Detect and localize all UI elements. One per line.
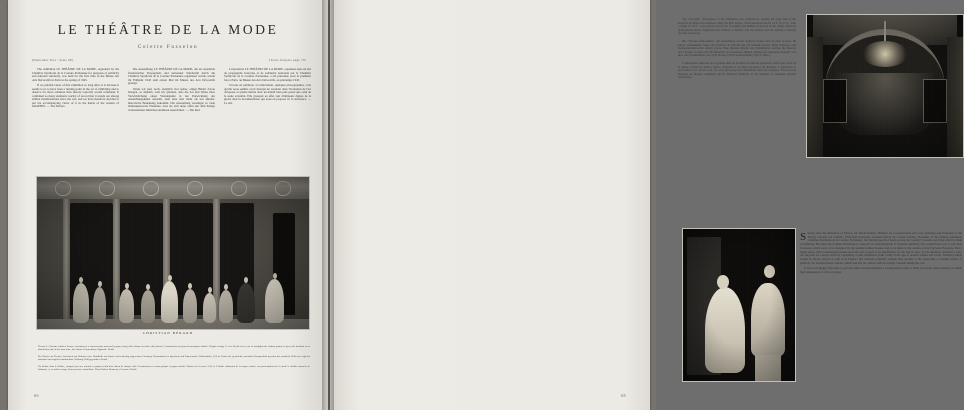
- plate-caption-english: Theatre I: A theatre within a theatre consisting of a semi-circular surround in paper, hung with a drape on either side (above). Construction in plywood and papier-mâché. Height of stage 11 feet. By the clever use of footlights the fashion picture is given the idealism of an abstraction and, at the same time, the charm of immediacy. Opposite: Detail.: [38, 345, 310, 352]
- paragraph: The exhibition LE THÉÂTRE DE LA MODE, organized by the Chambre Syndicale de la Couture Parisienne for purposes of publicity and national solidarity, was held for the first time in the Musée des Arts Décoratifs in Paris in the spring of 1945.: [32, 67, 119, 82]
- plate-caption-german: Ein Theater im Theater, bestehend aus Wänden einer Rundhalle aus Papier mit beidseitig angesetztem Vorhang. Konstruktion in Sperrholz und Papiermaché. Bühnenhöhe 3,30 m. Durch die geschickte unterhalte Rampenlicht gewinnt das modische Bild eine zugleich abstrakte und zugleich unmittelbare Wirkung. Bild gegenüber: Detail.: [38, 355, 310, 362]
- two-dolls-photograph: [682, 228, 796, 382]
- plate-caption-title: CHRISTIAN BÉRARD: [142, 331, 194, 335]
- paragraph-with-dropcap: [800, 232, 962, 265]
- drop-cap: S: [800, 231, 807, 243]
- sidenote-french: [Texte français page 70]: [269, 58, 306, 62]
- paragraph: Si nous en publions, si tardivement, quelques photographies, c'est qu'elle nous semble avoir marqué un tournant dans l'évolution de l'art d'exposer et qu'elle mérite donc un intérêt bien plus grand que celui de la seule actualité. Elle groupait en effet tant d'éléments dignes de la gloire dont la documentation qui nous en propose ici la substance. — La réd.: [224, 83, 311, 105]
- paragraph: Die Ausstellung LE THÉÂTRE DE LA MODE, die als Ausdruck französischer Propaganda und nationaler Solidarität durch die Chambre Syndicale de la Couture Parisienne organisiert wurde, wurde im Frühjahr 1945 zum ersten Mal im Musée des Arts Décoratifs gezeigt.: [128, 67, 215, 86]
- paragraph-text: hortly after the liberation of France, M. Raoul Dautry, Minister for reconstruction and town planning and President of the French national aid scheme, l'Entr'aide Française, invoked before M. Lucien Lelong, President of the fashion institution Chambre Syndicale de la Couture Parisienne, the burning need for funds to stop the country's wounds and bring effective help to suffering. He asked the Couture Parisienne to take part in a manifestation of national solidarity. The original idea was to sell dolls in dresses which were to be designed by the leading fashion houses and to be made in the ateliers of the Entr'aide Française. But a single show, with a mannequin parade and doll sale, proved to be insufficient for the end in view. It was therefore decided to carry out the plan on a larger scale by organizing a dolls exhibition (with a hint of the age of ancient castles and lovely damsels) which would be shown abroad as well as in France. The national solidarity scheme thus became at the same time a valuable means of publicity for Parisian haute couture, which had lost all contact with its foreign clientele during the war.: [800, 231, 962, 265]
- column-french: [224, 68, 311, 115]
- right-body-text: [800, 232, 962, 277]
- folio-right: 68: [621, 393, 626, 398]
- stage-frieze: [37, 177, 309, 199]
- paragraph: It was accordingly important to give the little one-housedresses a background worthy of them and of the dress-making art which they represented. A wise occasion: [800, 266, 962, 275]
- plate-caption-french: Un théâtre dans le théâtre, composé par une rotonde en papier tendu d'un rideau de chaque côté. Construction en contre-plaqué et papier mâché. Hauteur de la scène 3,30 m. L'habile utilisation de la rampe confère aux présentations de la mode le double caractère de l'abstrait, et, en même temps, d'une présence immédiate. Photo Robert Doisneau, Ci-contre: Détail.: [38, 365, 310, 372]
- photo-content: [37, 177, 309, 329]
- author-byline: Colette Fusselon: [137, 44, 199, 50]
- paragraph: If we publish views of this exhibition so long after, it is because it seems to us to have been a turning-point in the art of exhibiting and to deserve far more attention than merely topically would command. It combined so many elements worthy of record that it stands out among similar manifestations since the war, and we have therefore decided to put the accompanying views of it in the hands of the readers of GRAPHIS. — The Editors.: [32, 83, 119, 109]
- paragraph: Die "Theater-Atmosphäre" der Ausstellung wurde dadurch erzielt, dass in dem grossen, 60 Meter verdunkelten Saale des Pavillon de Marsan nur die kleinen Szenen damit Rampen- und Kulissenscheinwerfer erhellt waren. Eine diskrete Musik von Schallplatten erhöhte die Illusion des Theaters in dem sich die Besucher als Zuschauer fühlten. (Masse der einzelnen Szenen: 5 m über drei Vorderbühne etwa 4,50 m und 3,50 m Szenentiefung 3,00 m Tiefe.): [678, 38, 796, 58]
- theatre-interior-chandelier-photograph: [806, 14, 964, 158]
- stage-tableau-photograph: [36, 176, 310, 330]
- right-top-text: [678, 18, 796, 84]
- paragraph: L'exposition LE THÉÂTRE DE LA MODE, organisée dans un but de propagande française et de solidarité nationale par la Chambre Syndicale de la Couture Parisienne, a été présentée pour la première fois à Paris, au Musée des Arts Décoratifs, au printemps 1945.: [224, 67, 311, 82]
- paragraph: Wenn wir jetzt noch, ziemlich viel später, einige Bilder davon bringen, so deshalb, weil wir glauben, dass die Art und Weise ihrer Verwirklichung einen Wendepunkt in der Entwicklung der Ausstellungskunst darstellt, dem eine weit mehr als nur aktuell-historische Bedeutung zukommt. Die Ausstellung vereinigte so viele bemerkenswerte Elemente, dass sie sich unter allen seit dem Kriege veranstalteten ähnlichen Anlässen auszeichnet. — Die Red.: [128, 86, 215, 113]
- paragraph: The "footlight" atmosphere of the exhibition was obtained by putting the large hall of the Pavillon de Marsan in darkness. Only the little stages, which measured about 14 ft. by 11 ft., with a depth of 10 ft., were picked out by the footlights and hidden projectors in the wings. Discreet gramophone music heightened the illusion of theatre, and the visitors had the feeling of having become spectators.: [678, 17, 796, 36]
- folio-left: 66: [34, 393, 39, 398]
- column-english: [32, 68, 119, 115]
- sidenote-german: [Deutscher Text : Seite 68]: [32, 58, 73, 62]
- left-page: [8, 0, 328, 410]
- page-title: LE THÉÂTRE DE LA MODE: [57, 22, 279, 37]
- column-german: [128, 68, 215, 115]
- text-columns: [32, 68, 311, 115]
- right-page: [330, 0, 962, 410]
- paragraph: L'atmosphère théâtrale de la grande salle du Pavillon de Marsan permettait l'effet que s'était de la rampe. Seules les petites scènes, disposées à un mètre au-dessus du plancher et garnissant la profondeur 3 m, 60 sur 4 m, 50, avec une projection dissimulée dans les coulisses. Une discrète musique de disques amplifiait encore l'illusion théâtrale, et les visiteurs se sentaient devenir spectateurs.: [678, 60, 796, 80]
